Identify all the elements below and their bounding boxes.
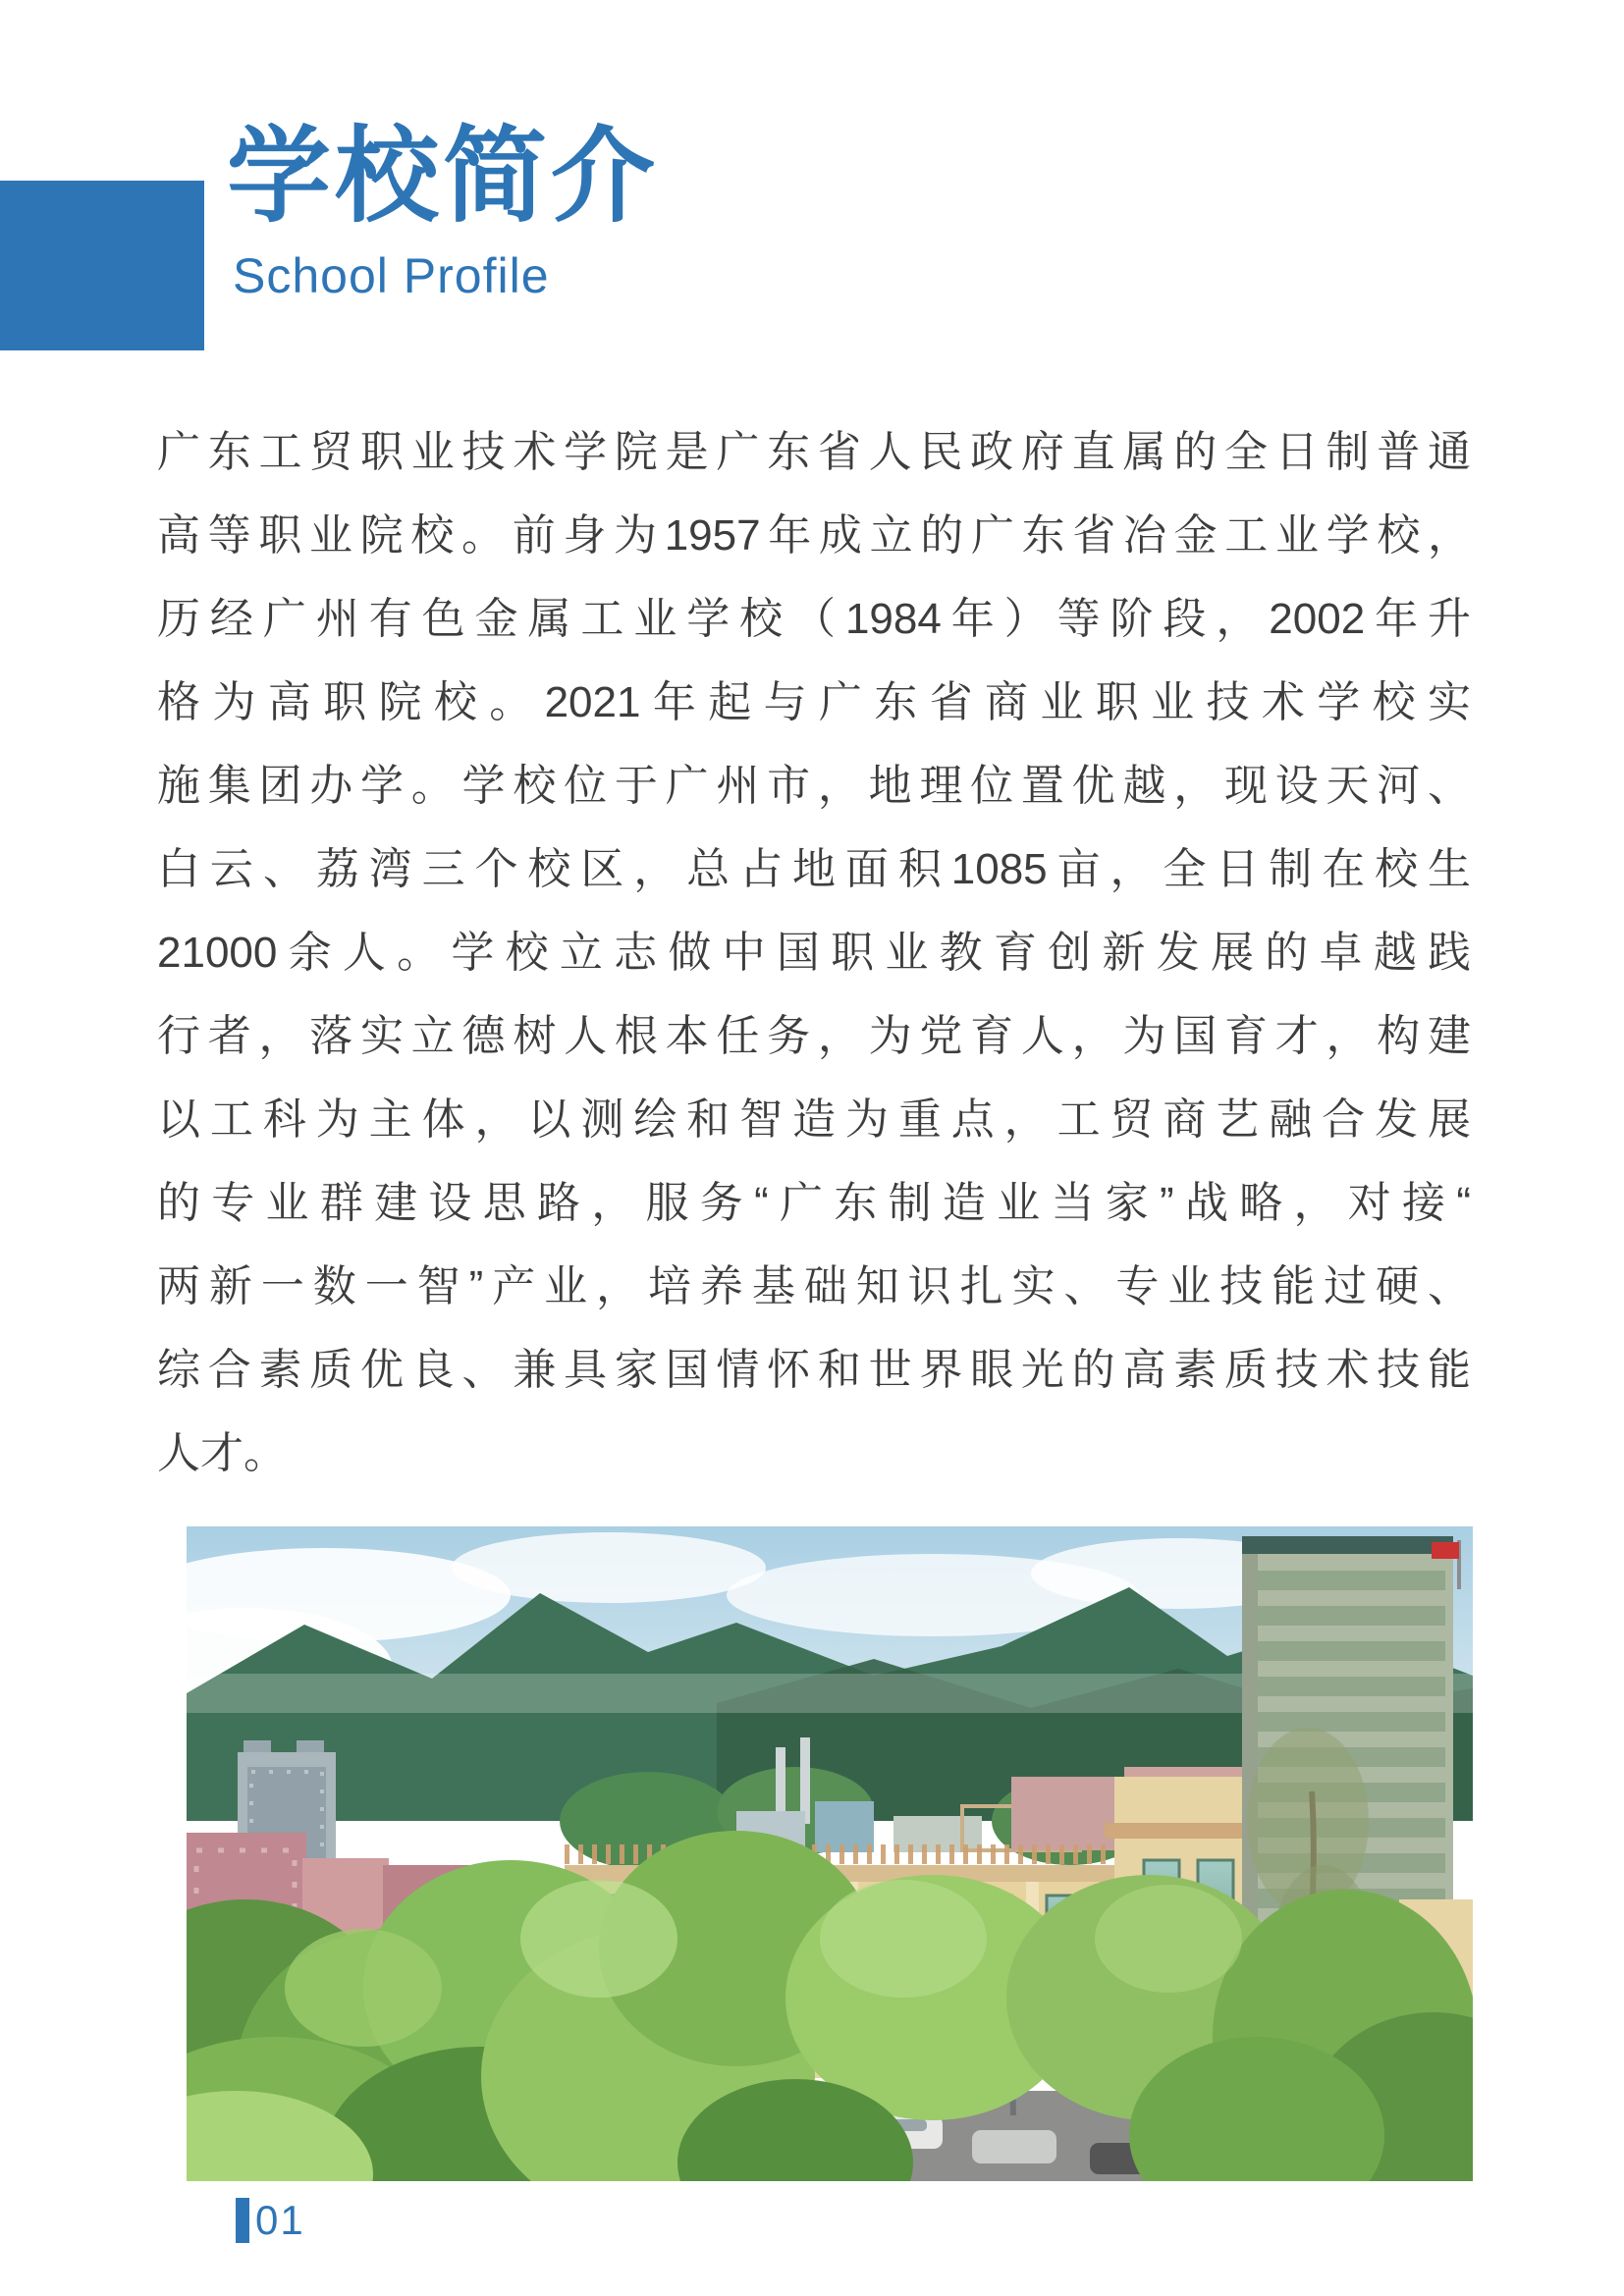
- body-line: 历经广州有色金属工业学校（1984年）等阶段，2002年升: [157, 595, 1471, 643]
- body-line: 白云、荔湾三个校区，总占地面积1085亩，全日制在校生: [157, 845, 1471, 893]
- body-line: 21000余人。学校立志做中国职业教育创新发展的卓越践: [157, 929, 1471, 977]
- body-line: 人才。: [157, 1429, 287, 1477]
- campus-photo: [187, 1526, 1473, 2181]
- page-number: 01: [255, 2197, 305, 2243]
- school-profile-paragraph: [157, 410, 1471, 1495]
- body-line: 的专业群建设思路，服务“广东制造业当家”战略，对接“: [157, 1179, 1471, 1227]
- body-line: 广东工贸职业技术学院是广东省人民政府直属的全日制普通: [157, 428, 1471, 476]
- page-subtitle: School Profile: [233, 248, 550, 303]
- page-footer: [236, 2197, 305, 2244]
- body-line: 综合素质优良、兼具家国情怀和世界眼光的高素质技术技能: [157, 1346, 1471, 1394]
- body-line: 格为高职院校。2021年起与广东省商业职业技术学校实: [157, 678, 1471, 726]
- body-line: 行者，落实立德树人根本任务，为党育人，为国育才，构建: [157, 1012, 1471, 1060]
- campus-photo-illustration: [187, 1526, 1473, 2181]
- accent-block: [0, 181, 204, 350]
- page-number-bar: [236, 2198, 249, 2243]
- body-line: 施集团办学。学校位于广州市，地理位置优越，现设天河、: [157, 762, 1471, 810]
- page-title: 学校简介: [227, 119, 659, 235]
- body-line: 高等职业院校。前身为1957年成立的广东省冶金工业学校，: [157, 511, 1471, 560]
- body-line: 两新一数一智”产业，培养基础知识扎实、专业技能过硬、: [157, 1262, 1471, 1310]
- body-line: 以工科为主体，以测绘和智造为重点，工贸商艺融合发展: [157, 1095, 1471, 1144]
